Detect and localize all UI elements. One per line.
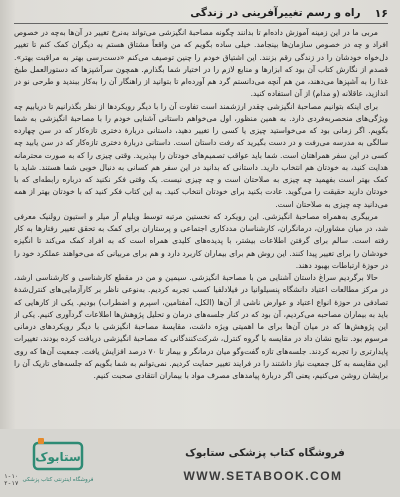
paragraph: حالا برگردیم سراغ داستان آشنایی من با مصاحبهٔ انگیزشی. سیمین و من در مقطع کارشناسی و کارشناسی ارشد، در مرکز مطالعات اعتیاد دانشگاه پنسیلوانیا در فیلادلفیا کسب تجربه کردیم. به‌نوعی ناظر بر کارآزمایی‌های کنترل‌شدهٔ تصادفی در حوزهٔ انواع اعتیاد و عوارض ناشی از آن‌ها (الکل، آمفتامین، اسپرم و اضطراب) بودیم. یکی از کارهایی که باید به بیماران مصاحبه می‌کردیم، آن بود که در کنار جلسه‌های درمان و تحلیل پژوهش‌ها اطلاعات گردآوری کنیم. یکی از این پژوهش‌ها که در میان آن‌ها برای ما اهمیتی ویژه داشت، مقایسهٔ مصاحبهٔ انگیزشی با دیگر رویکردهای درمانی مرسوم بود. نتایج نشان داد در مقایسه با گروه کنترل، شرکت‌کنندگانی که مصاحبهٔ انگیزشی دریافت کرده بودند، تغییرات پایدارتری را تجربه کردند. جلسه‌های تازه گفت‌وگو میان درمانگر و بیمار تا ۷۰ درصد افزایش یافت. جمعیت آن‌ها که روی این مقایسه به کل جمعیت نیاز داشتند را در فرایند تغییر حمایت کردیم. نمی‌توانم به شما بگویم که جلسه‌های تاریک آن را برایشان روشن می‌کنیم، یعنی اگر دربارهٔ پیامدهای مصرف مواد با بیماران انتقادی صحبت کنیم. [14,273,388,380]
paragraph: مربیگری به‌همراه مصاحبهٔ انگیزشی. این رویکرد که نخستین مرتبه توسط ویلیام آر میلر و استیون رولنیک معرفی شد، در میان مشاوران، درمانگران، کارشناسان مددکاری اجتماعی و پرستاران برای کمک به تحقق تغییر رفتارها به کار رفته است. سالم برای گرفتن اطلاعات بیشتر، با پدیده‌های کلیدی همراه است که به افراد کمک می‌کند تا انگیزه خودشان را برای تغییر پیدا کنند. این روش هم برای بیماران کاربرد دارد و هم برای مربیانی که می‌خواهند عملکرد خود را در حوزهٔ ارتباطات بهبود دهند. [14,211,388,270]
header-rule [14,23,388,24]
page-marker-line: ۲-۱۷ [4,480,19,487]
logo-mark: ستابوک [35,450,81,464]
logo-caption: فروشگاه اینترنتی کتاب پزشکی [22,477,94,483]
paragraph: برای اینکه بتوانیم مصاحبهٔ انگیزشی چقدر ارزشمند است تفاوت آن را با دیگر رویکردها از نظر بگذرانیم تا دریابیم چه ویژگی‌های منحصربه‌فردی دارد. به همین منظور، اول می‌خواهم داستانی آشنایی خودم را با مصاحبهٔ انگیزشی به شما بگویم. اگر زمانی بود که می‌خواستید چیزی یا کسی را تغییر دهید، داستانی دربارهٔ دختری تازه‌کار که در سن چهارده سالگی به مدرسه می‌رفت و در دست بگیرید که رفت داستان است. داستانی دربارهٔ دختری تازه‌کار که در سن یابید چه کسی در این سفر همراهتان است. شما باید عواقب تصمیم‌های خودتان را بپذیرید. وقتی چیزی را که به صورت محترمانه هدایت کنید، به خودتان هم انتخاب دارید. داستانی که بدانید در این سفر هم کسانی به دنبال خوبی شما هستند. شاید با کمک بهتر است بفهمید چه چیزی به صلاحتان است و چه چیزی نیست. یک وقتی فکر نکنید که درباره رابطه‌ای که با خودتان دارید حقیقت را می‌گوید. عادت بکنید برای خودتان انتخاب کنید. به این کتاب فکر کنید که با خودتان بهتر از همه می‌دانید چه چیزی به صلاحتان است. [14,101,388,209]
page-marker [4,473,18,487]
page-marker-line: ۱-۱۰ [4,473,19,480]
running-header [14,4,388,22]
setabook-logo [30,435,86,475]
store-name: فروشگاه کتاب پزشکی ستابوک [185,447,345,459]
body-text [14,27,388,421]
paragraph: مربی ما در این زمینه آموزش داده‌ام تا بدانند چگونه مصاحبهٔ انگیزشی می‌تواند به‌نرخ تغییر در آن‌ها به‌چه در خصوص افراد و چه در خصوص سازمان‌ها بینجامد. خیلی ساده بگویم که من واقعاً مشتاق هستم به دیگران کمک کنم تا تغییر دل‌خواه خودشان را در زندگی رقم بزنند. این اشتیاق خودم را چنین توصیف می‌کنم «دست‌رسی بهتر به مراقبت بهتر». قصدم از نگارش کتاب آن بود که ابزارها و منابع لازم را در اختیار شما بگذارم. همچون سرآشپزها که دستورالعمل طبخ غذا را به آشپزها می‌دهند، من هم آنچه می‌دانستم گرد هم آورده‌ام تا بتوانید از راهنگار آن را به‌کار ببندید و طرحی نو در اندازید، عاقلانه (و مدام) از آن استفاده کنید. [14,28,388,99]
store-url-link[interactable]: WWW.SETABOOK.COM [183,469,343,483]
chapter-title: راه و رسم تغییرآفرینی در زندگی [190,7,361,19]
watermark-banner [0,429,400,497]
book-stack-icon [30,435,86,475]
page-number: ۱۶ [374,6,388,20]
